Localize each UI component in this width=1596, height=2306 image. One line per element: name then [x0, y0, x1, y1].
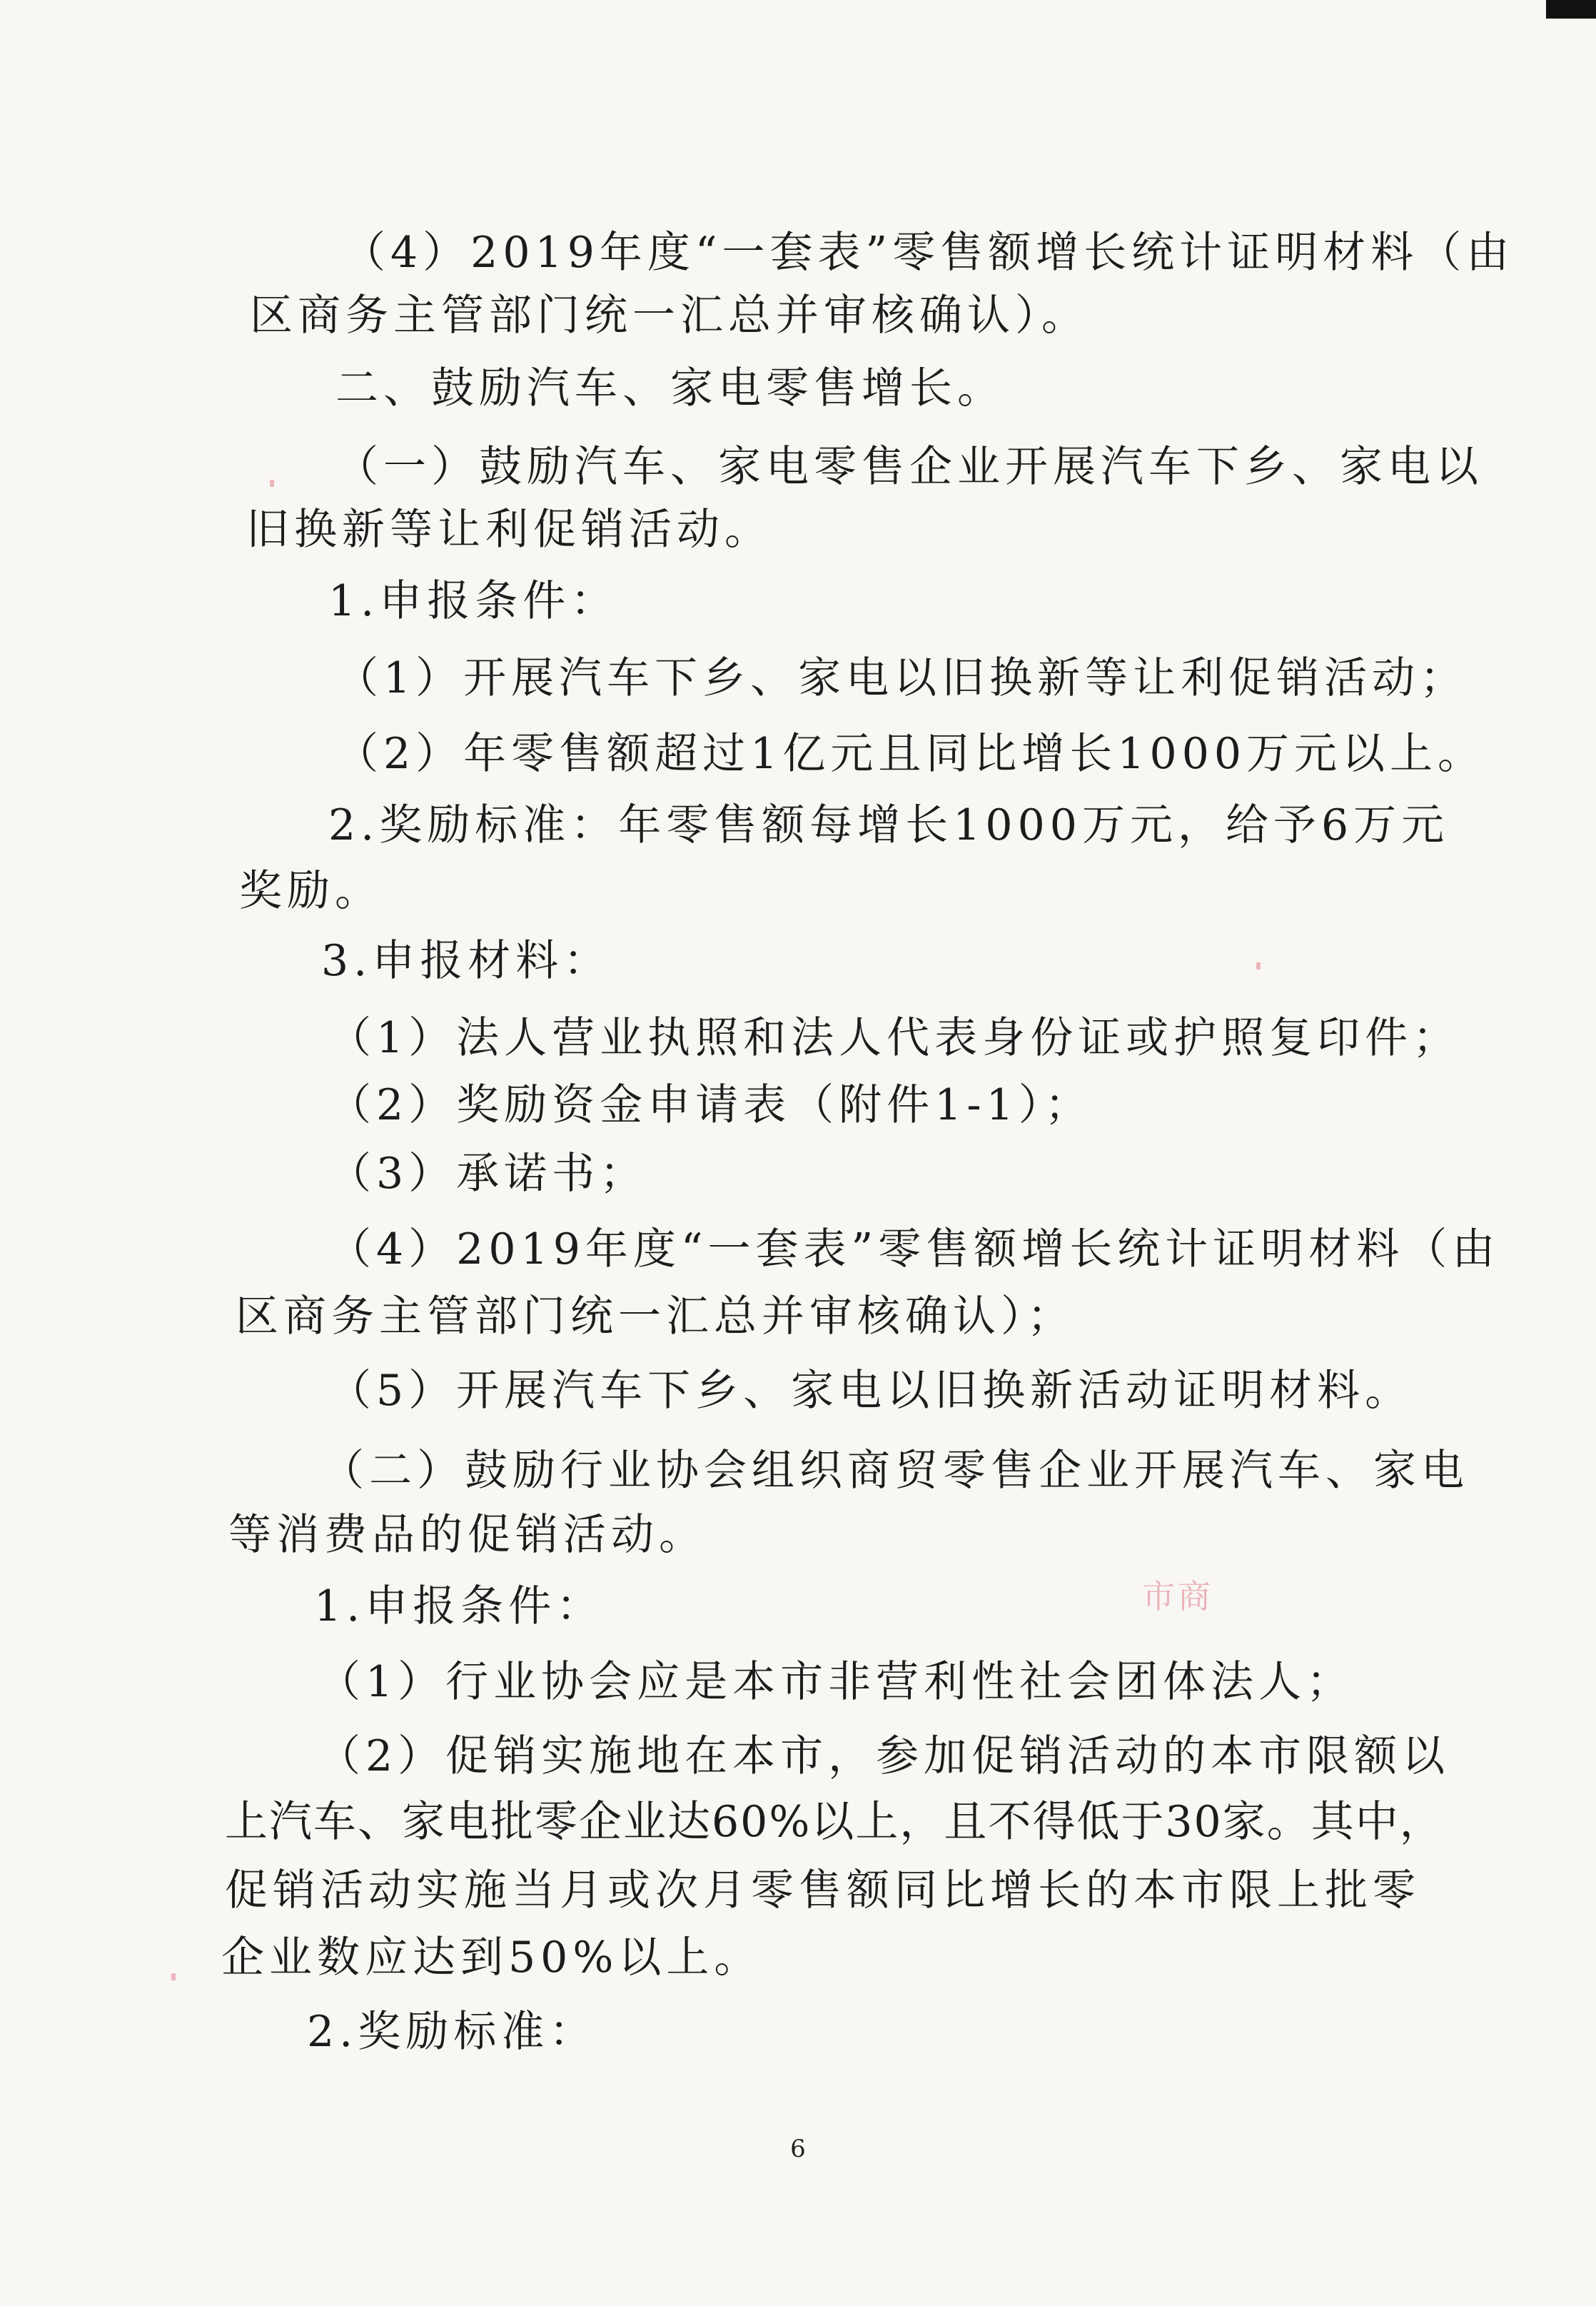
text-line: （1）行业协会应是本市非营利性社会团体法人；: [318, 1657, 1355, 1707]
subheading: 1.申报条件：: [328, 576, 619, 626]
section-heading: 二、鼓励汽车、家电零售增长。: [335, 363, 1005, 413]
text-line: 奖励。: [239, 866, 383, 916]
text-line: 促销活动实施当月或次月零售额同比增长的本市限上批零: [225, 1866, 1420, 1915]
ink-speck: [270, 480, 274, 487]
text-line: （3）承诺书；: [328, 1149, 648, 1199]
subheading: 3.申报材料：: [321, 936, 612, 986]
subheading: 1.申报条件：: [314, 1581, 605, 1631]
text-line: 旧换新等让利促销活动。: [246, 505, 772, 555]
text-line: （一）鼓励汽车、家电零售企业开展汽车下乡、家电以: [335, 442, 1483, 492]
subheading: 2.奖励标准：: [307, 2007, 597, 2057]
text-line: （2）奖励资金申请表（附件1-1）；: [328, 1080, 1093, 1130]
text-line: （2）年零售额超过1亿元且同比增长1000万元以上。: [335, 729, 1486, 779]
text-line: 等消费品的促销活动。: [228, 1510, 707, 1560]
text-line: （2）促销实施地在本市，参加促销活动的本市限额以: [318, 1731, 1450, 1781]
text-line: 区商务主管部门统一汇总并审核确认）；: [236, 1292, 1075, 1341]
text-line: 区商务主管部门统一汇总并审核确认）。: [250, 291, 1089, 341]
page-number: 6: [790, 2135, 806, 2163]
text-line: 企业数应达到50%以上。: [221, 1933, 762, 1983]
text-line: （4）2019年度“一套表”零售额增长统计证明材料（由: [343, 228, 1515, 278]
ink-speck: [1256, 962, 1261, 970]
text-line: （二）鼓励行业协会组织商贸零售企业开展汽车、家电: [321, 1446, 1469, 1496]
text-line: （5）开展汽车下乡、家电以旧换新活动证明材料。: [328, 1366, 1413, 1416]
text-line: 2.奖励标准：年零售额每增长1000万元，给予6万元: [328, 800, 1450, 850]
text-line: 上汽车、家电批零企业达60%以上，且不得低于30家。其中，: [225, 1797, 1444, 1847]
text-line: （1）法人营业执照和法人代表身份证或护照复印件；: [328, 1013, 1461, 1063]
text-line: （4）2019年度“一套表”零售额增长统计证明材料（由: [328, 1224, 1500, 1274]
text-line: （1）开展汽车下乡、家电以旧换新等让利促销活动；: [335, 653, 1468, 703]
faint-seal-mark: 市商: [1142, 1577, 1213, 1616]
ink-speck: [171, 1973, 176, 1980]
